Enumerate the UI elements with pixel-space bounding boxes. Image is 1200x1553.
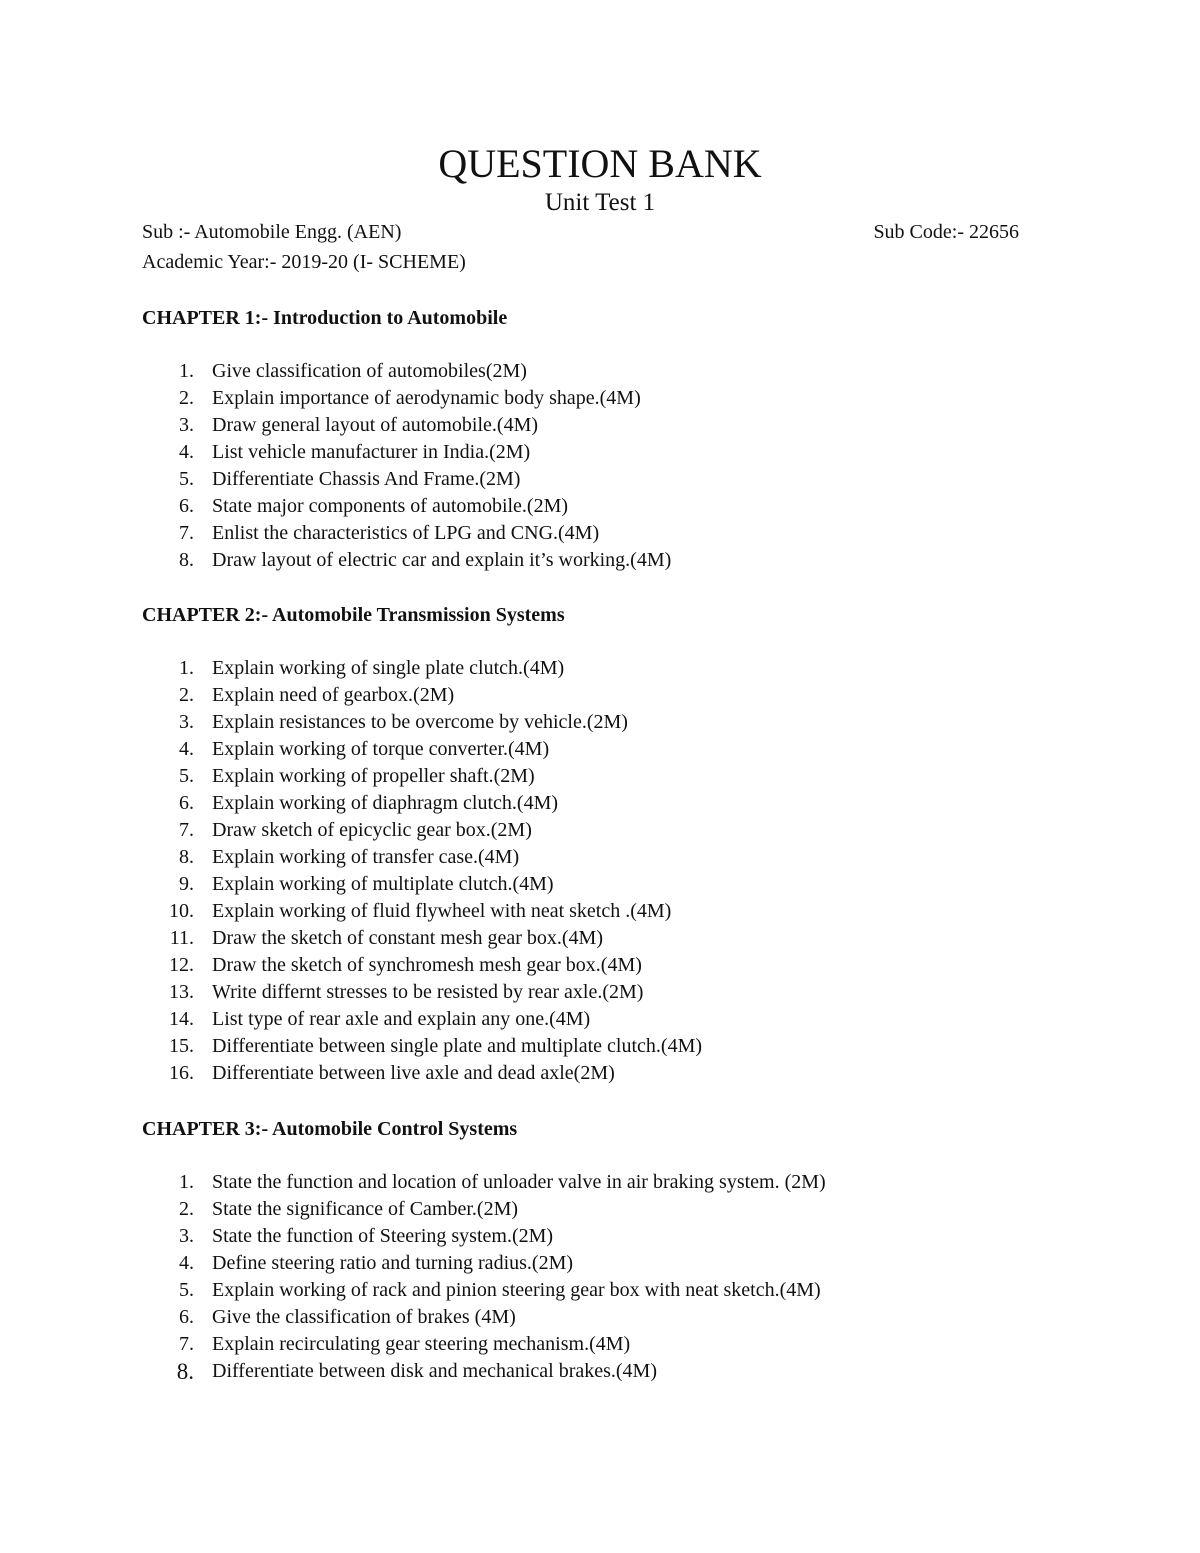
question-item bbox=[142, 547, 1102, 574]
question-item bbox=[142, 844, 1102, 871]
question-number: 2. bbox=[179, 1198, 194, 1220]
question-number: 4. bbox=[179, 1252, 194, 1274]
question-item bbox=[142, 1223, 1102, 1250]
question-number: 1. bbox=[179, 1171, 194, 1193]
question-item bbox=[142, 763, 1102, 790]
question-text: Draw the sketch of synchromesh mesh gear box.(4M) bbox=[212, 954, 642, 976]
question-number: 10. bbox=[169, 900, 194, 922]
question-text: Give the classification of brakes (4M) bbox=[212, 1306, 516, 1328]
question-text: State the significance of Camber.(2M) bbox=[212, 1198, 519, 1220]
question-text: Explain working of torque converter.(4M) bbox=[212, 738, 550, 760]
question-item bbox=[142, 925, 1102, 952]
question-item bbox=[142, 385, 1102, 412]
question-number: 4. bbox=[179, 738, 194, 760]
question-item bbox=[142, 520, 1102, 547]
question-item bbox=[142, 898, 1102, 925]
question-text: Give classification of automobiles(2M) bbox=[212, 360, 527, 382]
question-text: Explain working of fluid flywheel with neat sketch .(4M) bbox=[212, 900, 672, 922]
subject-line: Sub :- Automobile Engg. (AEN) bbox=[142, 221, 402, 243]
question-number: 1. bbox=[179, 360, 194, 382]
question-number: 13. bbox=[169, 981, 194, 1003]
question-number: 8. bbox=[179, 846, 194, 868]
chapter-2-heading: CHAPTER 2:- Automobile Transmission Systems bbox=[142, 604, 565, 626]
question-text: Draw the sketch of constant mesh gear box.(4M) bbox=[212, 927, 603, 949]
question-text: List type of rear axle and explain any one.(4M) bbox=[212, 1008, 591, 1030]
question-number: 5. bbox=[179, 765, 194, 787]
question-item bbox=[142, 1331, 1102, 1358]
question-text: State the function of Steering system.(2M) bbox=[212, 1225, 554, 1247]
question-text: List vehicle manufacturer in India.(2M) bbox=[212, 441, 531, 463]
question-number: 6. bbox=[179, 792, 194, 814]
question-text: Explain working of propeller shaft.(2M) bbox=[212, 765, 535, 787]
question-number: 2. bbox=[179, 684, 194, 706]
question-item bbox=[142, 466, 1102, 493]
chapter-2-questions bbox=[142, 655, 1102, 1087]
question-item bbox=[142, 817, 1102, 844]
question-item bbox=[142, 1277, 1102, 1304]
question-number: 1. bbox=[179, 657, 194, 679]
chapter-1-heading: CHAPTER 1:- Introduction to Automobile bbox=[142, 307, 508, 329]
question-item bbox=[142, 979, 1102, 1006]
question-text: Explain recirculating gear steering mechanism.(4M) bbox=[212, 1333, 631, 1355]
chapter-3-heading: CHAPTER 3:- Automobile Control Systems bbox=[142, 1118, 518, 1140]
page-title: QUESTION BANK bbox=[438, 141, 762, 186]
question-item bbox=[142, 952, 1102, 979]
question-text: Explain working of transfer case.(4M) bbox=[212, 846, 520, 868]
question-number: 6. bbox=[179, 495, 194, 517]
question-item bbox=[142, 493, 1102, 520]
question-text: Explain working of diaphragm clutch.(4M) bbox=[212, 792, 559, 814]
page-subtitle: Unit Test 1 bbox=[544, 189, 656, 216]
question-item bbox=[142, 682, 1102, 709]
question-number: 5. bbox=[179, 468, 194, 490]
question-number: 7. bbox=[179, 522, 194, 544]
question-number: 6. bbox=[179, 1306, 194, 1328]
question-item bbox=[142, 412, 1102, 439]
question-item bbox=[142, 709, 1102, 736]
chapter-1-questions bbox=[142, 358, 1102, 574]
question-text: Explain working of single plate clutch.(4M) bbox=[212, 657, 565, 679]
question-item bbox=[142, 1196, 1102, 1223]
question-number: 7. bbox=[179, 1333, 194, 1355]
question-text: Draw general layout of automobile.(4M) bbox=[212, 414, 539, 436]
question-text: Explain working of multiplate clutch.(4M) bbox=[212, 873, 554, 895]
question-item bbox=[142, 1358, 1102, 1385]
question-text: Write differnt stresses to be resisted by rear axle.(2M) bbox=[212, 981, 644, 1003]
question-number: 8. bbox=[176, 1359, 194, 1384]
question-text: Draw sketch of epicyclic gear box.(2M) bbox=[212, 819, 532, 841]
question-text: Explain need of gearbox.(2M) bbox=[212, 684, 455, 706]
question-text: State major components of automobile.(2M) bbox=[212, 495, 569, 517]
question-item bbox=[142, 871, 1102, 898]
question-number: 3. bbox=[179, 711, 194, 733]
question-number: 9. bbox=[179, 873, 194, 895]
question-number: 7. bbox=[179, 819, 194, 841]
academic-year: Academic Year:- 2019-20 (I- SCHEME) bbox=[142, 251, 466, 273]
question-item bbox=[142, 790, 1102, 817]
question-item bbox=[142, 736, 1102, 763]
question-number: 12. bbox=[169, 954, 194, 976]
question-text: Differentiate between single plate and multiplate clutch.(4M) bbox=[212, 1035, 703, 1057]
subject-code: Sub Code:- 22656 bbox=[873, 221, 1019, 243]
chapter-3-questions bbox=[142, 1169, 1102, 1385]
question-item bbox=[142, 1033, 1102, 1060]
question-item bbox=[142, 1250, 1102, 1277]
question-number: 2. bbox=[179, 387, 194, 409]
question-text: Enlist the characteristics of LPG and CNG.(4M) bbox=[212, 522, 600, 544]
question-item bbox=[142, 1060, 1102, 1087]
question-text: Define steering ratio and turning radius.(2M) bbox=[212, 1252, 574, 1274]
question-number: 15. bbox=[169, 1035, 194, 1057]
question-text: Draw layout of electric car and explain it’s working.(4M) bbox=[212, 549, 672, 571]
question-number: 3. bbox=[179, 1225, 194, 1247]
question-item bbox=[142, 1169, 1102, 1196]
question-item bbox=[142, 1006, 1102, 1033]
question-number: 5. bbox=[179, 1279, 194, 1301]
question-text: State the function and location of unloader valve in air braking system. (2M) bbox=[212, 1171, 826, 1193]
question-text: Explain importance of aerodynamic body shape.(4M) bbox=[212, 387, 641, 409]
question-item bbox=[142, 655, 1102, 682]
question-item bbox=[142, 1304, 1102, 1331]
question-number: 11. bbox=[169, 927, 194, 949]
question-text: Differentiate between live axle and dead axle(2M) bbox=[212, 1062, 615, 1084]
question-text: Explain working of rack and pinion steering gear box with neat sketch.(4M) bbox=[212, 1279, 821, 1301]
question-number: 8. bbox=[179, 549, 194, 571]
question-number: 4. bbox=[179, 441, 194, 463]
question-number: 14. bbox=[169, 1008, 194, 1030]
question-number: 16. bbox=[169, 1062, 194, 1084]
question-item bbox=[142, 358, 1102, 385]
question-text: Differentiate between disk and mechanical brakes.(4M) bbox=[212, 1360, 657, 1382]
question-number: 3. bbox=[179, 414, 194, 436]
question-text: Explain resistances to be overcome by vehicle.(2M) bbox=[212, 711, 628, 733]
question-item bbox=[142, 439, 1102, 466]
question-text: Differentiate Chassis And Frame.(2M) bbox=[212, 468, 521, 490]
